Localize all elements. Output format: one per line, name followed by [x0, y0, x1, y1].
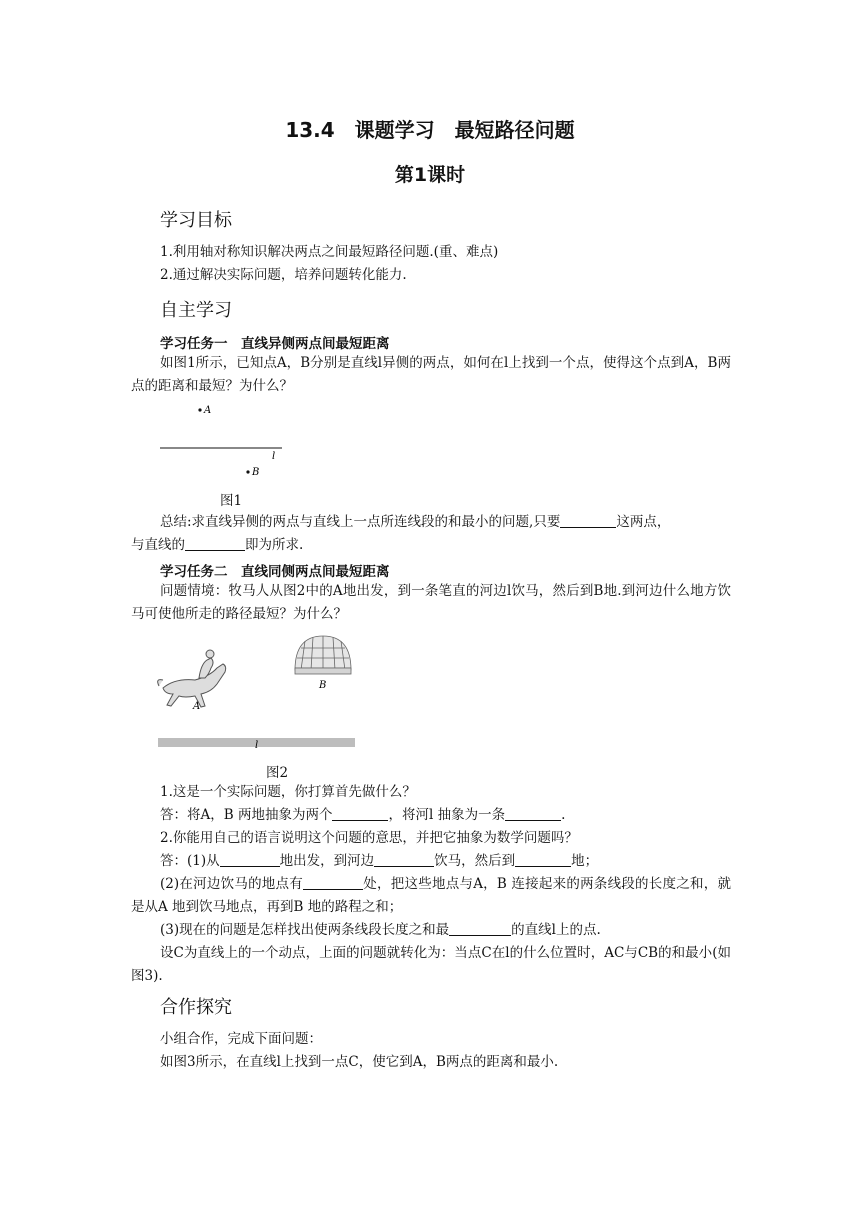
blank[interactable]	[449, 921, 511, 936]
blank[interactable]	[303, 875, 363, 890]
task2-text: 问题情境：牧马人从图2中的A地出发，到一条笔直的河边l饮马，然后到B地.到河边什么地方饮马可使他所走的路径最短？为什么？	[131, 583, 731, 622]
goal-item-2: 2.通过解决实际问题，培养问题转化能力.	[160, 267, 407, 283]
blank[interactable]	[374, 852, 434, 867]
answer-1: 答：将A，B 两地抽象为两个 ，将河l 抽象为一条 .	[160, 807, 566, 823]
point-b-dot	[246, 470, 249, 473]
figure-2	[155, 628, 360, 752]
figure-2-diagram	[155, 628, 360, 752]
point-a-dot	[198, 408, 201, 411]
conclusion-text: 设C为直线上的一个动点，上面的问题就转化为：当点C在l的什么位置时，AC与CB的和最小(如图3).	[131, 945, 731, 984]
answer-2-part-3: (3)现在的问题是怎样找出使两条线段长度之和最 的直线l上的点.	[160, 922, 601, 938]
blank[interactable]	[185, 536, 245, 551]
figure-2-caption: 图2	[266, 765, 289, 781]
horse-rider-icon	[158, 650, 226, 707]
self-study-heading: 自主学习	[160, 300, 232, 321]
task1-summary-line-1: 总结:求直线异侧的两点与直线上一点所连线段的和最小的问题,只要 这两点，	[160, 514, 671, 530]
goals-heading: 学习目标	[160, 210, 232, 231]
blank[interactable]	[220, 852, 280, 867]
figure-1-label-b: B	[252, 467, 260, 478]
blank[interactable]	[515, 852, 571, 867]
task1-text: 如图1所示，已知点A，B分别是直线l异侧的两点，如何在l上找到一个点，使得这个点到A，B两点的距离和最短？为什么？	[131, 355, 731, 394]
figure-2-label-b: B	[319, 680, 327, 691]
figure-1-diagram	[158, 402, 288, 482]
figure-2-label-a: A	[193, 701, 201, 712]
question-2: 2.你能用自己的语言说明这个问题的意思，并把它抽象为数学问题吗？	[160, 830, 578, 846]
figure-2-label-l: l	[255, 740, 259, 751]
task1-heading: 学习任务一 直线异侧两点间最短距离	[160, 336, 390, 352]
page-subtitle: 第1课时	[394, 164, 466, 186]
blank[interactable]	[505, 806, 561, 821]
figure-1-label-a: A	[204, 405, 212, 416]
task1-summary-line-2: 与直线的 即为所求.	[131, 537, 304, 553]
figure-1-label-l: l	[272, 451, 276, 462]
coop-line-2: 如图3所示，在直线l上找到一点C，使它到A，B两点的距离和最小.	[160, 1054, 559, 1070]
goal-item-1: 1.利用轴对称知识解决两点之间最短路径问题.(重、难点)	[160, 244, 499, 260]
question-1: 1.这是一个实际问题，你打算首先做什么？	[160, 784, 416, 800]
coop-heading: 合作探究	[160, 997, 232, 1018]
coop-line-1: 小组合作，完成下面问题：	[160, 1031, 322, 1047]
yurt-icon	[295, 636, 351, 674]
blank[interactable]	[332, 806, 388, 821]
blank[interactable]	[560, 513, 616, 528]
figure-1-caption: 图1	[220, 493, 243, 509]
answer-2-part-1: 答：(1)从 地出发，到河边 饮马，然后到 地；	[160, 853, 599, 869]
figure-1	[158, 402, 288, 482]
task2-heading: 学习任务二 直线同侧两点间最短距离	[160, 564, 390, 580]
page-title: 13.4 课题学习 最短路径问题	[285, 118, 575, 142]
answer-2-part-2: (2)在河边饮马的地点有 处，把这些地点与A，B 连接起来的两条线段的长度之和，就是从A 地到饮马地点，再到B 地的路程之和；	[131, 876, 731, 915]
